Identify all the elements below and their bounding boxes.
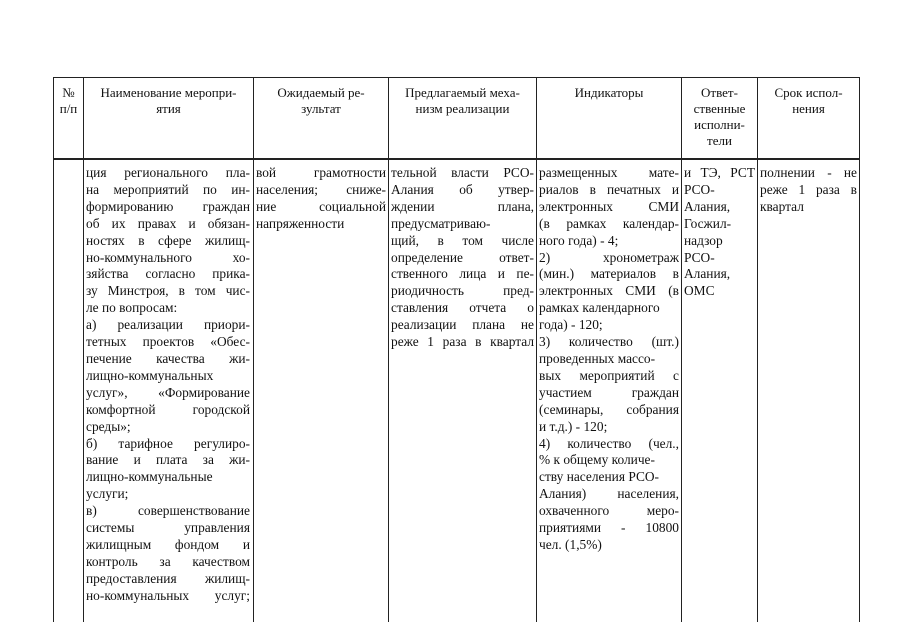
cell-text-line: формированию граждан bbox=[86, 198, 250, 214]
cell-text-line: напряженности bbox=[256, 215, 345, 231]
cell-text-line: на мероприятий по ин- bbox=[86, 181, 250, 197]
table-top-border bbox=[53, 77, 860, 78]
cell-text-line: а) реализации приори- bbox=[86, 317, 250, 333]
cell-text-line: Алания, bbox=[684, 198, 731, 214]
cell-text-line: комфортной городской bbox=[86, 401, 250, 417]
header-responsible: Ответ- ственные исполни- тели bbox=[693, 85, 746, 148]
cell-text-line: лищно-коммунальные bbox=[86, 469, 213, 485]
cell-text-line: размещенных мате- bbox=[539, 165, 679, 180]
cell-text-line: 3) количество (шт.) bbox=[539, 334, 679, 350]
cell-text-line: года) - 120; bbox=[539, 317, 603, 333]
cell-text-line: Алания) населения, bbox=[539, 486, 679, 502]
cell-text-line: охваченного меро- bbox=[539, 503, 679, 519]
cell-text-line: реже 1 раза в bbox=[760, 181, 857, 197]
cell-text-line: но-коммунальных услуг; bbox=[86, 587, 250, 603]
cell-text-line: вание и плата за жи- bbox=[86, 452, 250, 468]
cell-text-line: зу Минстроя, в том чис- bbox=[86, 283, 250, 299]
cell-text-line: системы управления bbox=[86, 520, 250, 536]
cell-text-line: электронных СМИ bbox=[539, 198, 679, 214]
cell-text-line: риалов в печатных и bbox=[539, 181, 679, 197]
cell-text-line: среды»; bbox=[86, 418, 131, 434]
header-number: № п/п bbox=[59, 85, 78, 116]
cell-text-line: вой грамотности bbox=[256, 165, 386, 180]
cell-text-line: Алания, bbox=[684, 266, 731, 282]
cell-text-line: реже 1 раза в квартал bbox=[391, 334, 534, 350]
header-deadline: Срок испол- нения bbox=[774, 85, 843, 116]
cell-responsible bbox=[684, 165, 755, 300]
cell-text-line: риодичность пред- bbox=[391, 283, 534, 299]
cell-text-line: Алания об утвер- bbox=[391, 181, 534, 197]
cell-text-line: печение качества жи- bbox=[86, 350, 250, 366]
cell-indicators bbox=[539, 165, 679, 554]
cell-text-line: (в рамках календар- bbox=[539, 215, 679, 231]
measures-table bbox=[53, 77, 860, 622]
cell-text-line: и ТЭ, РСТ bbox=[684, 165, 755, 180]
cell-text-line: приятиями - 10800 bbox=[539, 520, 679, 536]
cell-text-line: населения; сниже- bbox=[256, 181, 386, 197]
cell-text-line: зяйства согласно прика- bbox=[86, 266, 250, 282]
cell-text-line: чел. (1,5%) bbox=[539, 536, 602, 552]
header-indicators: Индикаторы bbox=[574, 85, 644, 100]
cell-expected-result bbox=[256, 165, 386, 233]
cell-text-line: ного года) - 4; bbox=[539, 232, 619, 248]
header-mechanism: Предлагаемый меха- низм реализации bbox=[405, 85, 520, 116]
cell-text-line: (мин.) материалов в bbox=[539, 266, 679, 282]
cell-text-line: электронных СМИ (в bbox=[539, 283, 679, 299]
cell-text-line: РСО- bbox=[684, 249, 715, 265]
cell-text-line: предусматриваю- bbox=[391, 215, 491, 231]
cell-text-line: полнении - не bbox=[760, 165, 857, 180]
cell-text-line: тетных проектов «Обес- bbox=[86, 334, 250, 350]
cell-text-line: ле по вопросам: bbox=[86, 300, 178, 316]
cell-text-line: 4) количество (чел., bbox=[539, 435, 679, 451]
cell-text-line: услуги; bbox=[86, 486, 129, 502]
cell-text-line: но-коммунального хо- bbox=[86, 249, 250, 265]
header-bottom-border bbox=[53, 158, 860, 160]
cell-text-line: % к общему количе- bbox=[539, 452, 655, 468]
cell-text-line: жилищным фондом и bbox=[86, 536, 250, 552]
cell-text-line: ностях в сфере жилищ- bbox=[86, 232, 250, 248]
cell-text-line: щий, в том числе bbox=[391, 232, 534, 248]
cell-text-line: лищно-коммунальных bbox=[86, 367, 214, 383]
cell-text-line: предоставления жилищ- bbox=[86, 570, 250, 586]
cell-text-line: РСО- bbox=[684, 181, 715, 197]
cell-text-line: квартал bbox=[760, 198, 804, 214]
cell-text-line: услуг», «Формирование bbox=[86, 384, 250, 400]
header-expected-result: Ожидаемый ре- зультат bbox=[277, 85, 365, 116]
cell-text-line: реализации плана не bbox=[391, 317, 534, 333]
cell-text-line: и т.д.) - 120; bbox=[539, 418, 608, 434]
cell-deadline bbox=[760, 165, 857, 216]
cell-text-line: ция регионального пла- bbox=[86, 165, 250, 180]
cell-text-line: участием граждан bbox=[539, 384, 679, 400]
cell-text-line: 2) хронометраж bbox=[539, 249, 679, 265]
cell-text-line: Госжил- bbox=[684, 215, 732, 231]
cell-text-line: ству населения РСО- bbox=[539, 469, 659, 485]
cell-text-line: определение ответ- bbox=[391, 249, 534, 265]
cell-mechanism bbox=[391, 165, 534, 351]
cell-text-line: рамках календарного bbox=[539, 300, 660, 316]
cell-text-line: ставления отчета о bbox=[391, 300, 534, 316]
header-event-name: Наименование меропри- ятия bbox=[100, 85, 237, 116]
cell-text-line: ственного лица и пе- bbox=[391, 266, 534, 282]
cell-text-line: (семинары, собрания bbox=[539, 401, 679, 417]
cell-text-line: проведенных массо- bbox=[539, 350, 656, 366]
cell-text-line: контроль за качеством bbox=[86, 553, 250, 569]
cell-event-name bbox=[86, 165, 250, 605]
cell-text-line: ОМС bbox=[684, 283, 715, 299]
cell-text-line: в) совершенствование bbox=[86, 503, 250, 519]
cell-text-line: б) тарифное регулиро- bbox=[86, 435, 250, 451]
cell-text-line: надзор bbox=[684, 232, 723, 248]
cell-text-line: об их правах и обязан- bbox=[86, 215, 250, 231]
cell-text-line: ждении плана, bbox=[391, 198, 534, 214]
cell-text-line: вых мероприятий с bbox=[539, 367, 679, 383]
cell-text-line: ние социальной bbox=[256, 198, 386, 214]
cell-text-line: тельной власти РСО- bbox=[391, 165, 534, 180]
